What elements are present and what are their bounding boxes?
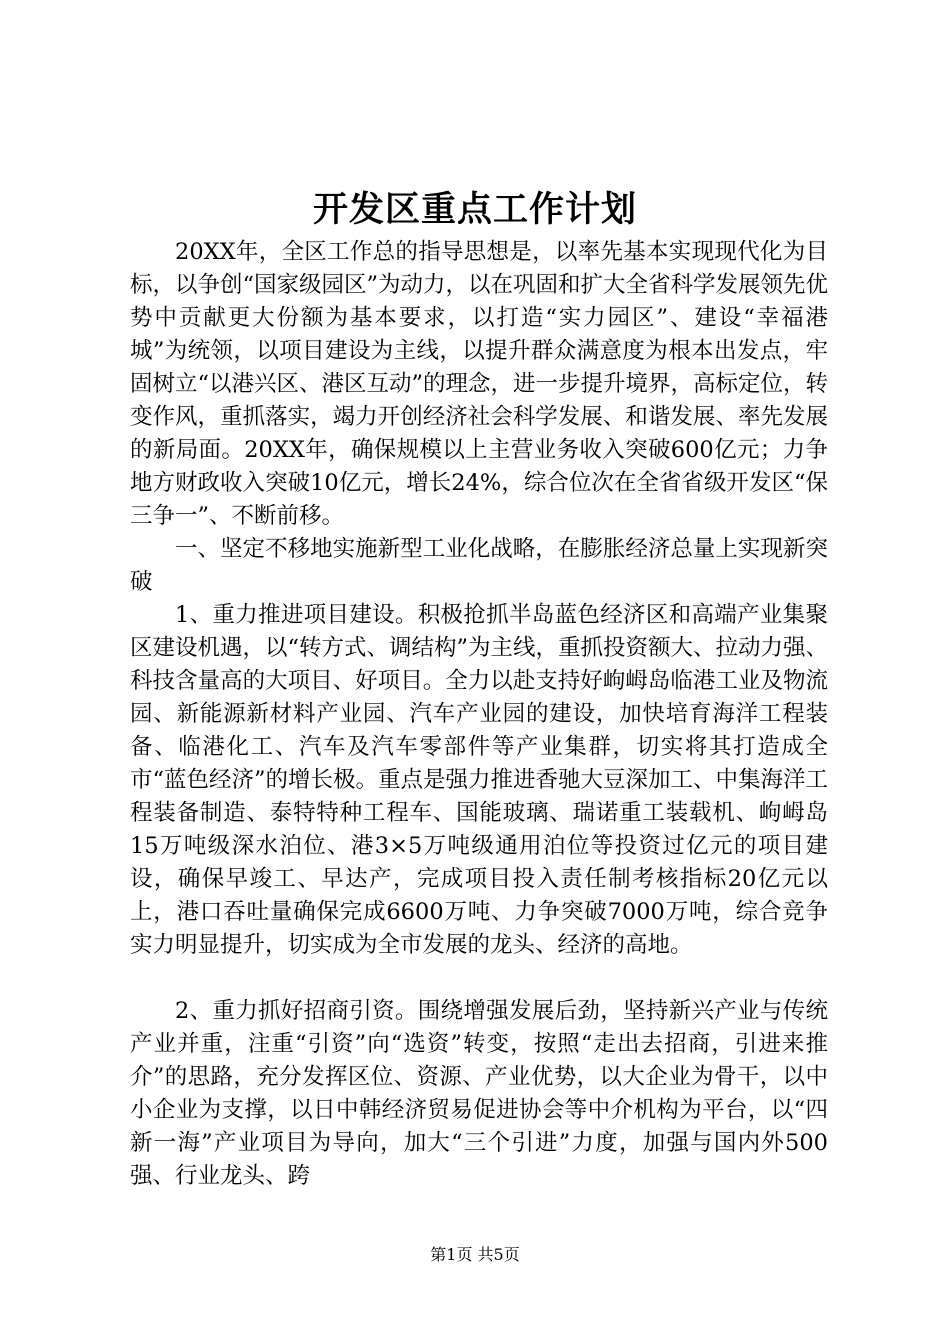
document-title: 开发区重点工作计划 [312,189,637,230]
paragraph-project-construction: 1、重力推进项目建设。积极抢抓半岛蓝色经济区和高端产业集聚区建设机遇，以“转方式、调结构”为主线，重抓投资额大、拉动力强、科技含量高的大项目、好项目。全力以赴支持好岣㟂岛临港工业及物流园、新能源新材料产业园、汽车产业园的建设，加快培育海洋工程装备、临港化工、汽车及汽车零部件等产业集群，切实将其打造成全市“蓝色经济”的增长极。重点是强力推进香驰大豆深加工、中集海洋工程装备制造、泰特特种工程车、国能玻璃、瑞诺重工装载机、岣㟂岛15万吨级深水泊位、港3×5万吨级通用泊位等投资过亿元的项目建设，确保早竣工、早达产，完成项目投入责任制考核指标20亿元以上，港口吞吐量确保完成6600万吨、力争突破7000万吨，综合竞争实力明显提升，切实成为全市发展的龙头、经济的高地。 [130,602,829,958]
section-heading-1: 一、坚定不移地实施新型工业化战略，在膨胀经济总量上实现新突破 [130,536,828,595]
paragraph-investment-attraction: 2、重力抓好招商引资。围绕增强发展后劲，坚持新兴产业与传统产业并重，注重“引资”向“选资”转变，按照“走出去招商，引进来推介”的思路，充分发挥区位、资源、产业优势，以大企业为骨干，以中小企业为支撑，以日中韩经济贸易促进协会等中介机构为平台，以“四新一海”产业项目为导向，加大“三个引进”力度，加强与国内外500强、行业龙头、跨 [130,998,828,1189]
document-body [130,236,828,1193]
page-number-footer: 第1页 共5页 [430,1245,520,1264]
paragraph-guiding-thought: 20XX年，全区工作总的指导思想是，以率先基本实现现代化为目标，以争创“国家级园区”为动力，以在巩固和扩大全省科学发展领先优势中贡献更大份额为基本要求，以打造“实力园区”、建设“幸福港城”为统领，以项目建设为主线，以提升群众满意度为根本出发点，牢固树立“以港兴区、港区互动”的理念，进一步提升境界，高标定位，转变作风，重抓落实，竭力开创经济社会科学发展、和谐发展、率先发展的新局面。20XX年，确保规模以上主营业务收入突破600亿元；力争地方财政收入突破10亿元，增长24%，综合位次在全省省级开发区“保三争一”、不断前移。 [130,239,829,529]
